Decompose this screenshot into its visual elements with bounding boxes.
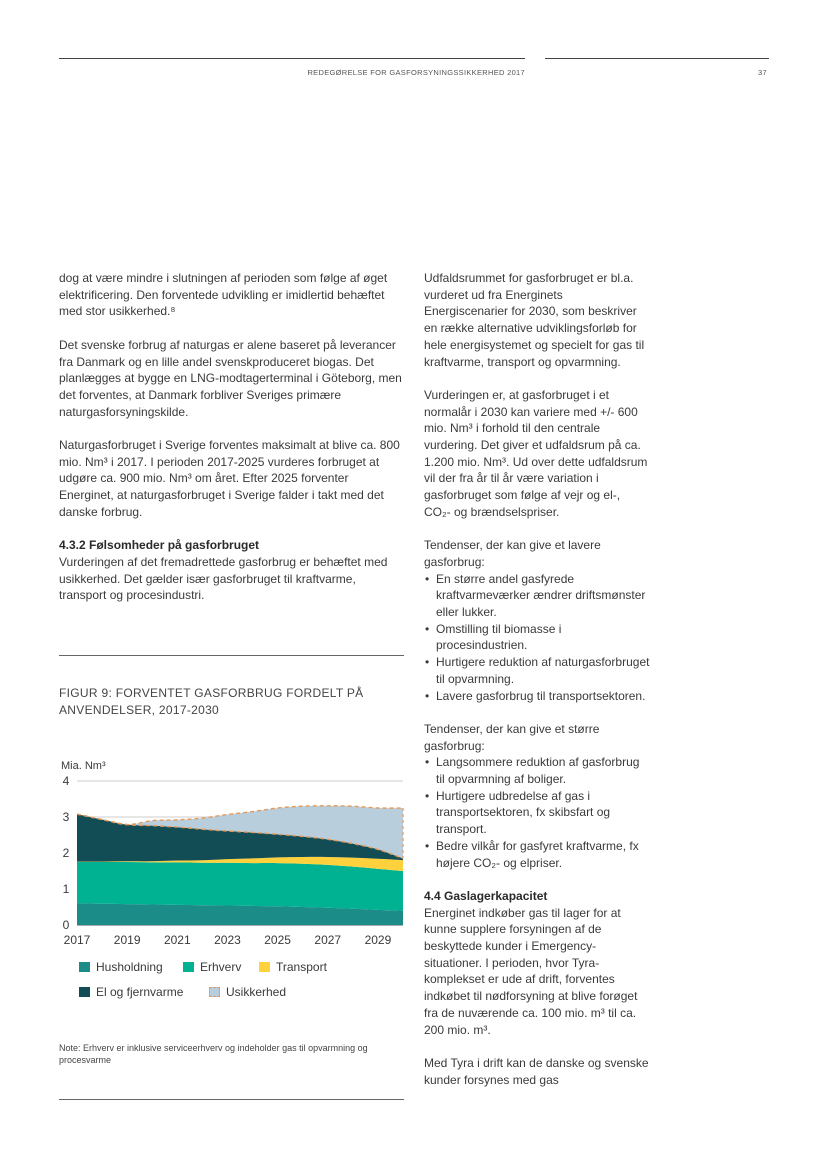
y-tick-label: 2: [62, 846, 70, 860]
legend-swatch: [79, 987, 90, 997]
area-husholdning: [77, 903, 403, 925]
y-tick-label: 4: [62, 774, 70, 788]
paragraph: dog at være mindre i slutningen af perioden som følge af øget elektrificering. Den forventede udvikling er imidlertid behæftet med stor usikkerhed.⁸: [59, 271, 388, 319]
uncertainty-upper-bound: [77, 806, 403, 825]
x-tick-label: 2021: [163, 933, 191, 947]
x-tick-label: 2017: [63, 933, 91, 947]
figure-title: FIGUR 9: FORVENTET GASFORBRUG FORDELT PÅ ANVENDELSER, 2017-2030: [59, 686, 364, 717]
list-item: • Omstilling til biomasse i procesindustrien.: [424, 621, 650, 654]
paragraph: Vurderingen af det fremadrettede gasforbrug er behæftet med usikkerhed. Det gælder især gasforbruget til kraftvarme, transport og procesindustri.: [59, 554, 388, 603]
area-transport: [77, 857, 403, 871]
y-tick-label: 3: [62, 810, 70, 824]
legend-swatch: [259, 962, 270, 972]
legend-item-transport: [259, 960, 327, 974]
legend-item-erhverv: [183, 960, 241, 974]
bullet-list-higher: [424, 754, 650, 871]
paragraph: Med Tyra i drift kan de danske og svenske kunder forsynes med gas: [424, 1055, 649, 1087]
page-number: 37: [758, 68, 767, 77]
paragraph: Udfaldsrummet for gasforbruget er bl.a. vurderet ud fra Energinets Energiscenarier for 2030, som beskriver en række alternative udviklingsforløb for hele energisystemet og specielt for gas til kraftvarme, transport og opvarmning.: [424, 271, 645, 369]
legend-label: El og fjernvarme: [96, 985, 184, 999]
list-item: • Hurtigere udbredelse af gas i transportsektoren, fx skibsfart og transport.: [424, 788, 650, 838]
right-column: [424, 270, 650, 1105]
list-item: • Langsommere reduktion af gasforbrug til opvarmning af boliger.: [424, 754, 650, 787]
paragraph: Vurderingen er, at gasforbruget i et normalår i 2030 kan variere med +/- 600 mio. Nm³ i forhold til den centrale vurdering. Det giver et udfaldsrum på ca. 1.200 mio. Nm³. Ud over dette udfaldsrum vil der fra år til år være variation i gasforbruget som følge af vejr og el-, CO₂- og brændselspriser.: [424, 387, 648, 519]
running-header: REDEGØRELSE FOR GASFORSYNINGSSIKKERHED 2017: [307, 68, 525, 77]
y-tick-label: 0: [62, 918, 70, 932]
figure-note: Note: Erhverv er inklusive serviceerhverv og indeholder gas til opvarmning og procesvarme: [59, 1043, 368, 1065]
x-tick-label: 2019: [113, 933, 141, 947]
x-tick-label: 2029: [364, 933, 392, 947]
y-axis-label: Mia. Nm³: [61, 760, 106, 772]
list-intro: Tendenser, der kan give et større gasforbrug:: [424, 721, 600, 753]
paragraph: Det svenske forbrug af naturgas er alene baseret på leverancer fra Danmark og en lille andel svenskproduceret biogas. Det planlægges at bygge en LNG-modtagerterminal i Göteborg, men det forventes, at Danmark forbliver Sveriges primære naturgasforsyningskilde.: [59, 337, 402, 419]
uncertainty-lower-bound: [77, 814, 403, 858]
list-item: • En større andel gasfyrede kraftvarmeværker ændrer driftsmønster eller lukker.: [424, 571, 650, 621]
x-tick-label: 2023: [214, 933, 241, 947]
area-usikkerhed: [77, 806, 403, 859]
legend-item-usikkerhed: [209, 985, 286, 999]
legend-label: Transport: [276, 960, 327, 974]
legend-item-husholdning: [79, 960, 163, 974]
legend-label: Erhverv: [200, 960, 242, 974]
legend-swatch: [79, 962, 90, 972]
paragraph: Naturgasforbruget i Sverige forventes maksimalt at blive ca. 800 mio. Nm³ i 2017. I perioden 2017-2025 vurderes forbruget at udgøre ca. 900 mio. Nm³ om året. Efter 2025 forventer Energinet, at naturgasforbruget i Sverige falder i takt med det danske forbrug.: [59, 438, 400, 519]
area-el-og-fjernvarme: [77, 814, 403, 862]
legend-item-el-og-fjernvarme: [79, 985, 183, 999]
legend-swatch: [183, 962, 194, 972]
figure-rule-top: [59, 655, 404, 656]
figure-rule-bottom: [59, 1099, 404, 1100]
legend-label: Usikkerhed: [226, 985, 287, 999]
section-heading: 4.3.2 Følsomheder på gasforbruget: [59, 538, 260, 553]
list-item: • Hurtigere reduktion af naturgasforbruget til opvarmning.: [424, 654, 650, 687]
x-tick-label: 2025: [264, 933, 291, 947]
header-rule-right: [545, 58, 769, 59]
area-erhverv: [77, 862, 403, 911]
left-column: [59, 270, 404, 621]
list-intro: Tendenser, der kan give et lavere gasforbrug:: [424, 538, 601, 569]
section-heading: 4.4 Gaslagerkapacitet: [424, 888, 548, 903]
header-rule-left: [59, 58, 525, 59]
x-tick-label: 2027: [314, 933, 342, 947]
bullet-list-lower: [424, 571, 650, 705]
paragraph: Energinet indkøber gas til lager for at kunne supplere forsyningen af de beskyttede kunder i Emergency-situationer. I perioden, hvor Tyra-komplekset er ude af drift, forventes indkøbet til nødforsyning at blive forøget fra de nuværende ca. 100 mio. m³ til ca. 200 mio. m³.: [424, 905, 638, 1037]
y-tick-label: 1: [62, 882, 70, 896]
legend-swatch: [209, 987, 220, 997]
list-item: • Bedre vilkår for gasfyret kraftvarme, fx højere CO₂- og elpriser.: [424, 838, 650, 871]
legend-label: Husholdning: [96, 960, 163, 974]
list-item: • Lavere gasforbrug til transportsektoren.: [424, 688, 650, 705]
